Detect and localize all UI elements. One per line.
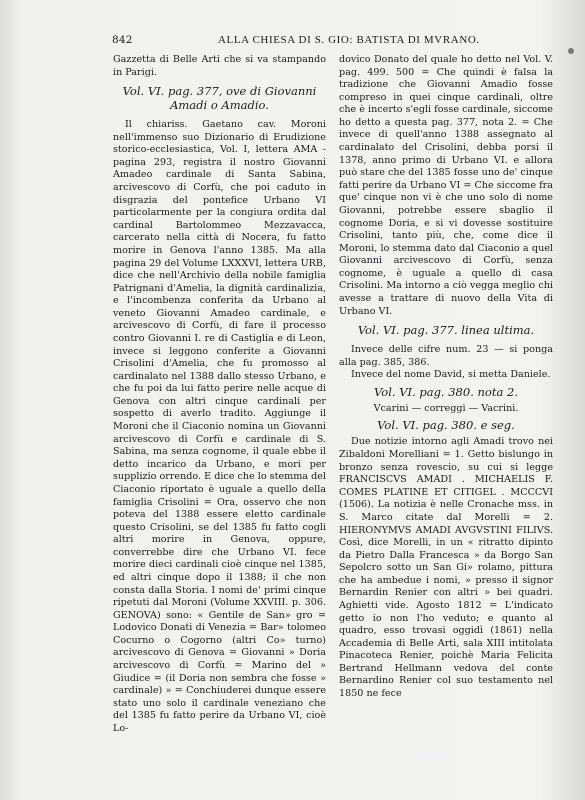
paragraph: Due notizie intorno agli Amadi trovo nei Zibaldoni Morelliani = 1. Getto bislungo in bronzo senza rovescio, su cui si legge FRANCISCVS AMADI . MICHAELIS F. COMES PLATINE ET CITIGEL . MCCCVI (1506). La notizia è nelle Cronache mss. in S. Marco citate dal Morelli = 2. HIERONYMVS AMADI AVGVSTINI FILIVS. Così, dice Morelli, in un « ritratto dipinto da Pietro Dalla Francesca » da Borgo San Sepolcro sotto un San Gi» rolamo, pittura che ha ambedue i nomi, » presso il signor Bernardin Renier con altri » bei quadri. Aghietti vide. Agosto 1812 = L'indicato getto io non l'ho veduto; e quanto al quadro, esso trovasi oggidì (1861) nella Accademia di Belle Arti, sala XIII intitolata Pinacoteca Renier, poichè Maria Felicita Bertrand Hellmann vedova del conte Bernardino Renier col suo testamento nel 1850 ne fece [339, 436, 553, 700]
page-header [112, 34, 552, 50]
section-heading: Vol. VI. pag. 377, ove di Giovanni Amadi o Amadio. [122, 84, 317, 113]
section-heading: Vol. VI. pag. 377. linea ultima. [357, 323, 535, 338]
right-column [339, 54, 553, 701]
paragraph-continuation: dovico Donato del quale ho detto nel Vol. V. pag. 499. 500 = Che quindi è falsa la tradizione che Giovanni Amadio fosse compreso in quei cinque cardinali, oltre che è incerto s'egli fosse cardinale, siccome ho detto a questa pag. 377, nota 2. = Che invece di quell'anno 1388 assegnato al cardinalato del Crisolini, debba porsi il 1378, anno primo di Urbano VI. e allora può stare che del 1385 fosse uno de' cinque fatti perire da Urbano VI = Che siccome fra que' cinque non vi è che uno solo di nome Giovanni, potrebbe essere sbaglio il cognome Doria, e si vi dovesse sostituire Crisolini, tanto più, che, come dice il Moroni, lo stemma dato dal Ciaconio a quel Giovanni arcivescovo di Corfù, senza cognome, è uguale a quello di casa Crisolini. Ma intorno a ciò vegga meglio chi avesse a trattare di nuovo della Vita di Urbano VI. [339, 54, 553, 317]
section-heading: Vol. VI. pag. 380. e seg. [377, 418, 515, 433]
paragraph-continuation: Gazzetta di Belle Arti che si va stampando in Parigi. [113, 54, 326, 78]
paragraph: Vcarini — correggi — Vacrini. [373, 402, 519, 414]
section-heading: Vol. VI. pag. 380. nota 2. [374, 384, 518, 399]
paragraph: Invece delle cifre num. 23 — si ponga alla pag. 385, 386. [339, 344, 553, 368]
paragraph: Invece del nome David, si metta Daniele. [351, 369, 551, 381]
running-title: ALLA CHIESA DI S. GIO: BATISTA DI MVRANO. [218, 34, 480, 46]
scan-speck [568, 48, 574, 54]
paragraph: Il chiariss. Gaetano cav. Moroni nell'immenso suo Dizionario di Erudizione storico-ecclesiastica, Vol. I, lettera AMA - pagina 293, registra il nostro Giovanni Amadeo cardinale di Santa Sabina, arcivescovo di Corfù, che poi caduto in disgrazia del pontefice Urbano VI particolarmente per la congiura ordita dal cardinal Bartolommeo Mezzavacca, carcerato nella città di Nocera, fu fatto morire in Genova l'anno 1385. Ma alla pagina 29 del Volume LXXXVI, lettera URB, dice che nell'Archivio della nobile famiglia Patrignani d'Amelia, la dignità cardinalizia, e l'incombenza conferita da Urbano al veneto Giovanni Amadeo cardinale, e arcivescovo di Corfù, di fare il processo contro Giovanni I. re di Castiglia e di Leon, invece si leggono conferite a Giovanni Crisolini d'Amelia, che fu promosso al cardinalato nel 1388 dallo stesso Urbano, e che fu poi da lui fatto perire nelle acque di Genova con altri cinque cardinali per sospetto di averlo tradito. Aggiunge il Moroni che il Ciaconio nomina un Giovanni arcivescovo di Corfù e cardinale di S. Sabina, ma senza cognome, il quale ebbe il detto incarico da Urbano, e mori per supplizio orrendo. E dice che lo stemma del Ciaconio riportato è uguale a quello della famiglia Crisolini = Ora, osservo che non poteva del 1388 essere eletto cardinale questo Crisolini, se del 1385 fu fatto cogli altri morire in Genova, oppure, converrebbe dire che Urbano VI. fece morire dieci cardinali cioè cinque nel 1385, ed altri cinque dopo il 1388; il che non consta dalla Storia. I nomi de' primi cinque ripetuti dal Moroni (Volume XXVIII. p. 306. GENOVA) sono: « Gentile de San» gro = Lodovico Donati di Venezia = Bar» tolomeo Cocurno o Cogorno (altri Co» turno) arcivescovo di Genova = Giovanni » Doria arcivescovo di Corfù = Marino del » Giudice = (il Doria non sembra che fosse » cardinale) » = Conchiuderei dunque essere stato uno solo il cardinale veneziano che del 1385 fu fatto perire da Urbano VI, cioè Lo- [113, 119, 326, 734]
page-number: 842 [112, 34, 133, 46]
left-column [113, 54, 326, 735]
